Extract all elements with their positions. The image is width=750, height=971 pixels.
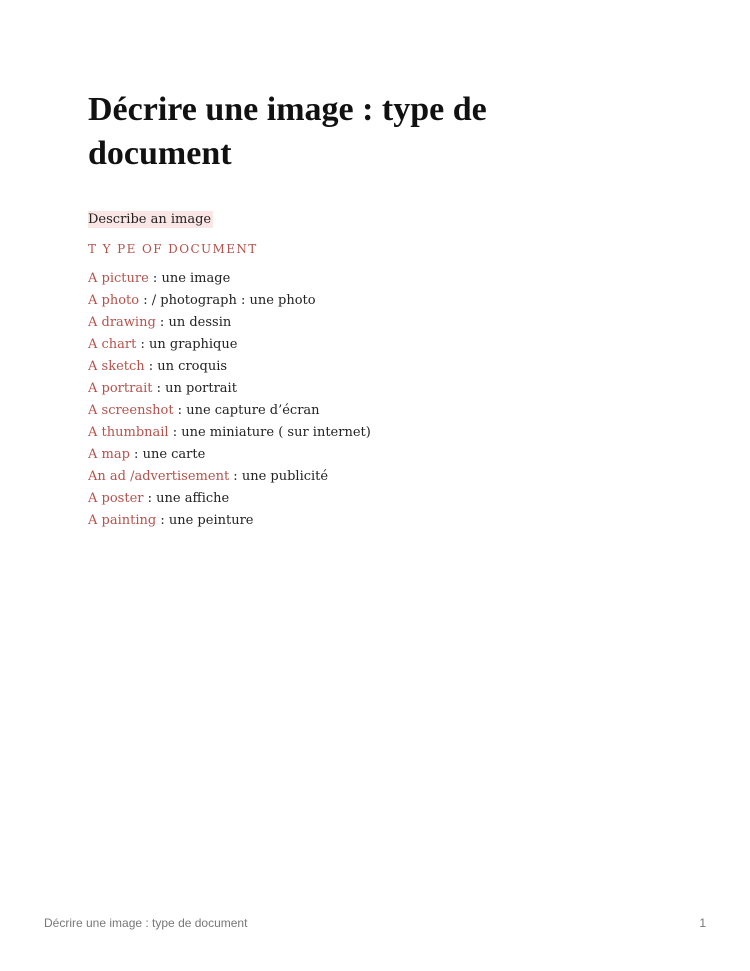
document-page xyxy=(88,88,688,532)
vocabulary-term: A thumbnail xyxy=(88,425,169,440)
vocabulary-separator: : xyxy=(152,381,166,396)
vocabulary-meaning: une miniature ( sur internet) xyxy=(181,425,371,440)
vocabulary-term: A painting xyxy=(88,513,157,528)
vocabulary-term: A poster xyxy=(88,491,144,506)
vocabulary-item xyxy=(88,400,688,422)
vocabulary-meaning: une capture d’écran xyxy=(186,403,320,418)
vocabulary-term: A map xyxy=(88,447,130,462)
vocabulary-separator: : xyxy=(143,491,157,506)
vocabulary-item xyxy=(88,334,688,356)
vocabulary-term: A sketch xyxy=(88,359,145,374)
vocabulary-item xyxy=(88,510,688,532)
vocabulary-item xyxy=(88,422,688,444)
vocabulary-meaning: un croquis xyxy=(157,359,228,374)
vocabulary-term: A chart xyxy=(88,337,137,352)
footer-title: Décrire une image : type de document xyxy=(44,916,248,930)
vocabulary-item xyxy=(88,312,688,334)
vocabulary-meaning: un graphique xyxy=(149,337,238,352)
vocabulary-separator: : xyxy=(168,425,182,440)
page-number: 1 xyxy=(699,916,706,930)
vocabulary-term: A portrait xyxy=(88,381,153,396)
page-title: Décrire une image : type de document xyxy=(88,91,487,172)
vocabulary-item xyxy=(88,356,688,378)
vocabulary-item xyxy=(88,290,688,312)
page-footer xyxy=(44,914,706,934)
subtitle-block xyxy=(88,210,688,230)
vocabulary-term: A picture xyxy=(88,271,149,286)
vocabulary-item xyxy=(88,268,688,290)
vocabulary-item xyxy=(88,488,688,510)
vocabulary-separator: : xyxy=(139,293,152,308)
vocabulary-item xyxy=(88,378,688,400)
vocabulary-meaning: une peinture xyxy=(168,513,254,528)
vocabulary-meaning: une image xyxy=(161,271,231,286)
subtitle: Describe an image xyxy=(88,212,212,227)
vocabulary-term: A drawing xyxy=(88,315,156,330)
vocabulary-meaning: un dessin xyxy=(168,315,232,330)
vocabulary-term: A photo xyxy=(88,293,140,308)
vocabulary-separator: : xyxy=(136,337,150,352)
vocabulary-meaning: une publicité xyxy=(241,469,329,484)
vocabulary-term: An ad /advertisement xyxy=(88,469,230,484)
section-heading: T Y PE OF DOCUMENT xyxy=(88,242,258,256)
vocabulary-item xyxy=(88,466,688,488)
vocabulary-separator: : xyxy=(129,447,143,462)
vocabulary-meaning: une carte xyxy=(142,447,206,462)
vocabulary-term: A screenshot xyxy=(88,403,174,418)
vocabulary-separator: : xyxy=(229,469,242,484)
vocabulary-separator: : xyxy=(155,315,169,330)
vocabulary-meaning: un portrait xyxy=(165,381,237,396)
vocabulary-item xyxy=(88,444,688,466)
vocabulary-separator: : xyxy=(173,403,187,418)
vocabulary-list xyxy=(88,268,688,532)
vocabulary-meaning: / photograph : une photo xyxy=(151,293,316,308)
vocabulary-separator: : xyxy=(148,271,162,286)
vocabulary-separator: : xyxy=(156,513,169,528)
vocabulary-meaning: une affiche xyxy=(156,491,230,506)
vocabulary-separator: : xyxy=(144,359,158,374)
